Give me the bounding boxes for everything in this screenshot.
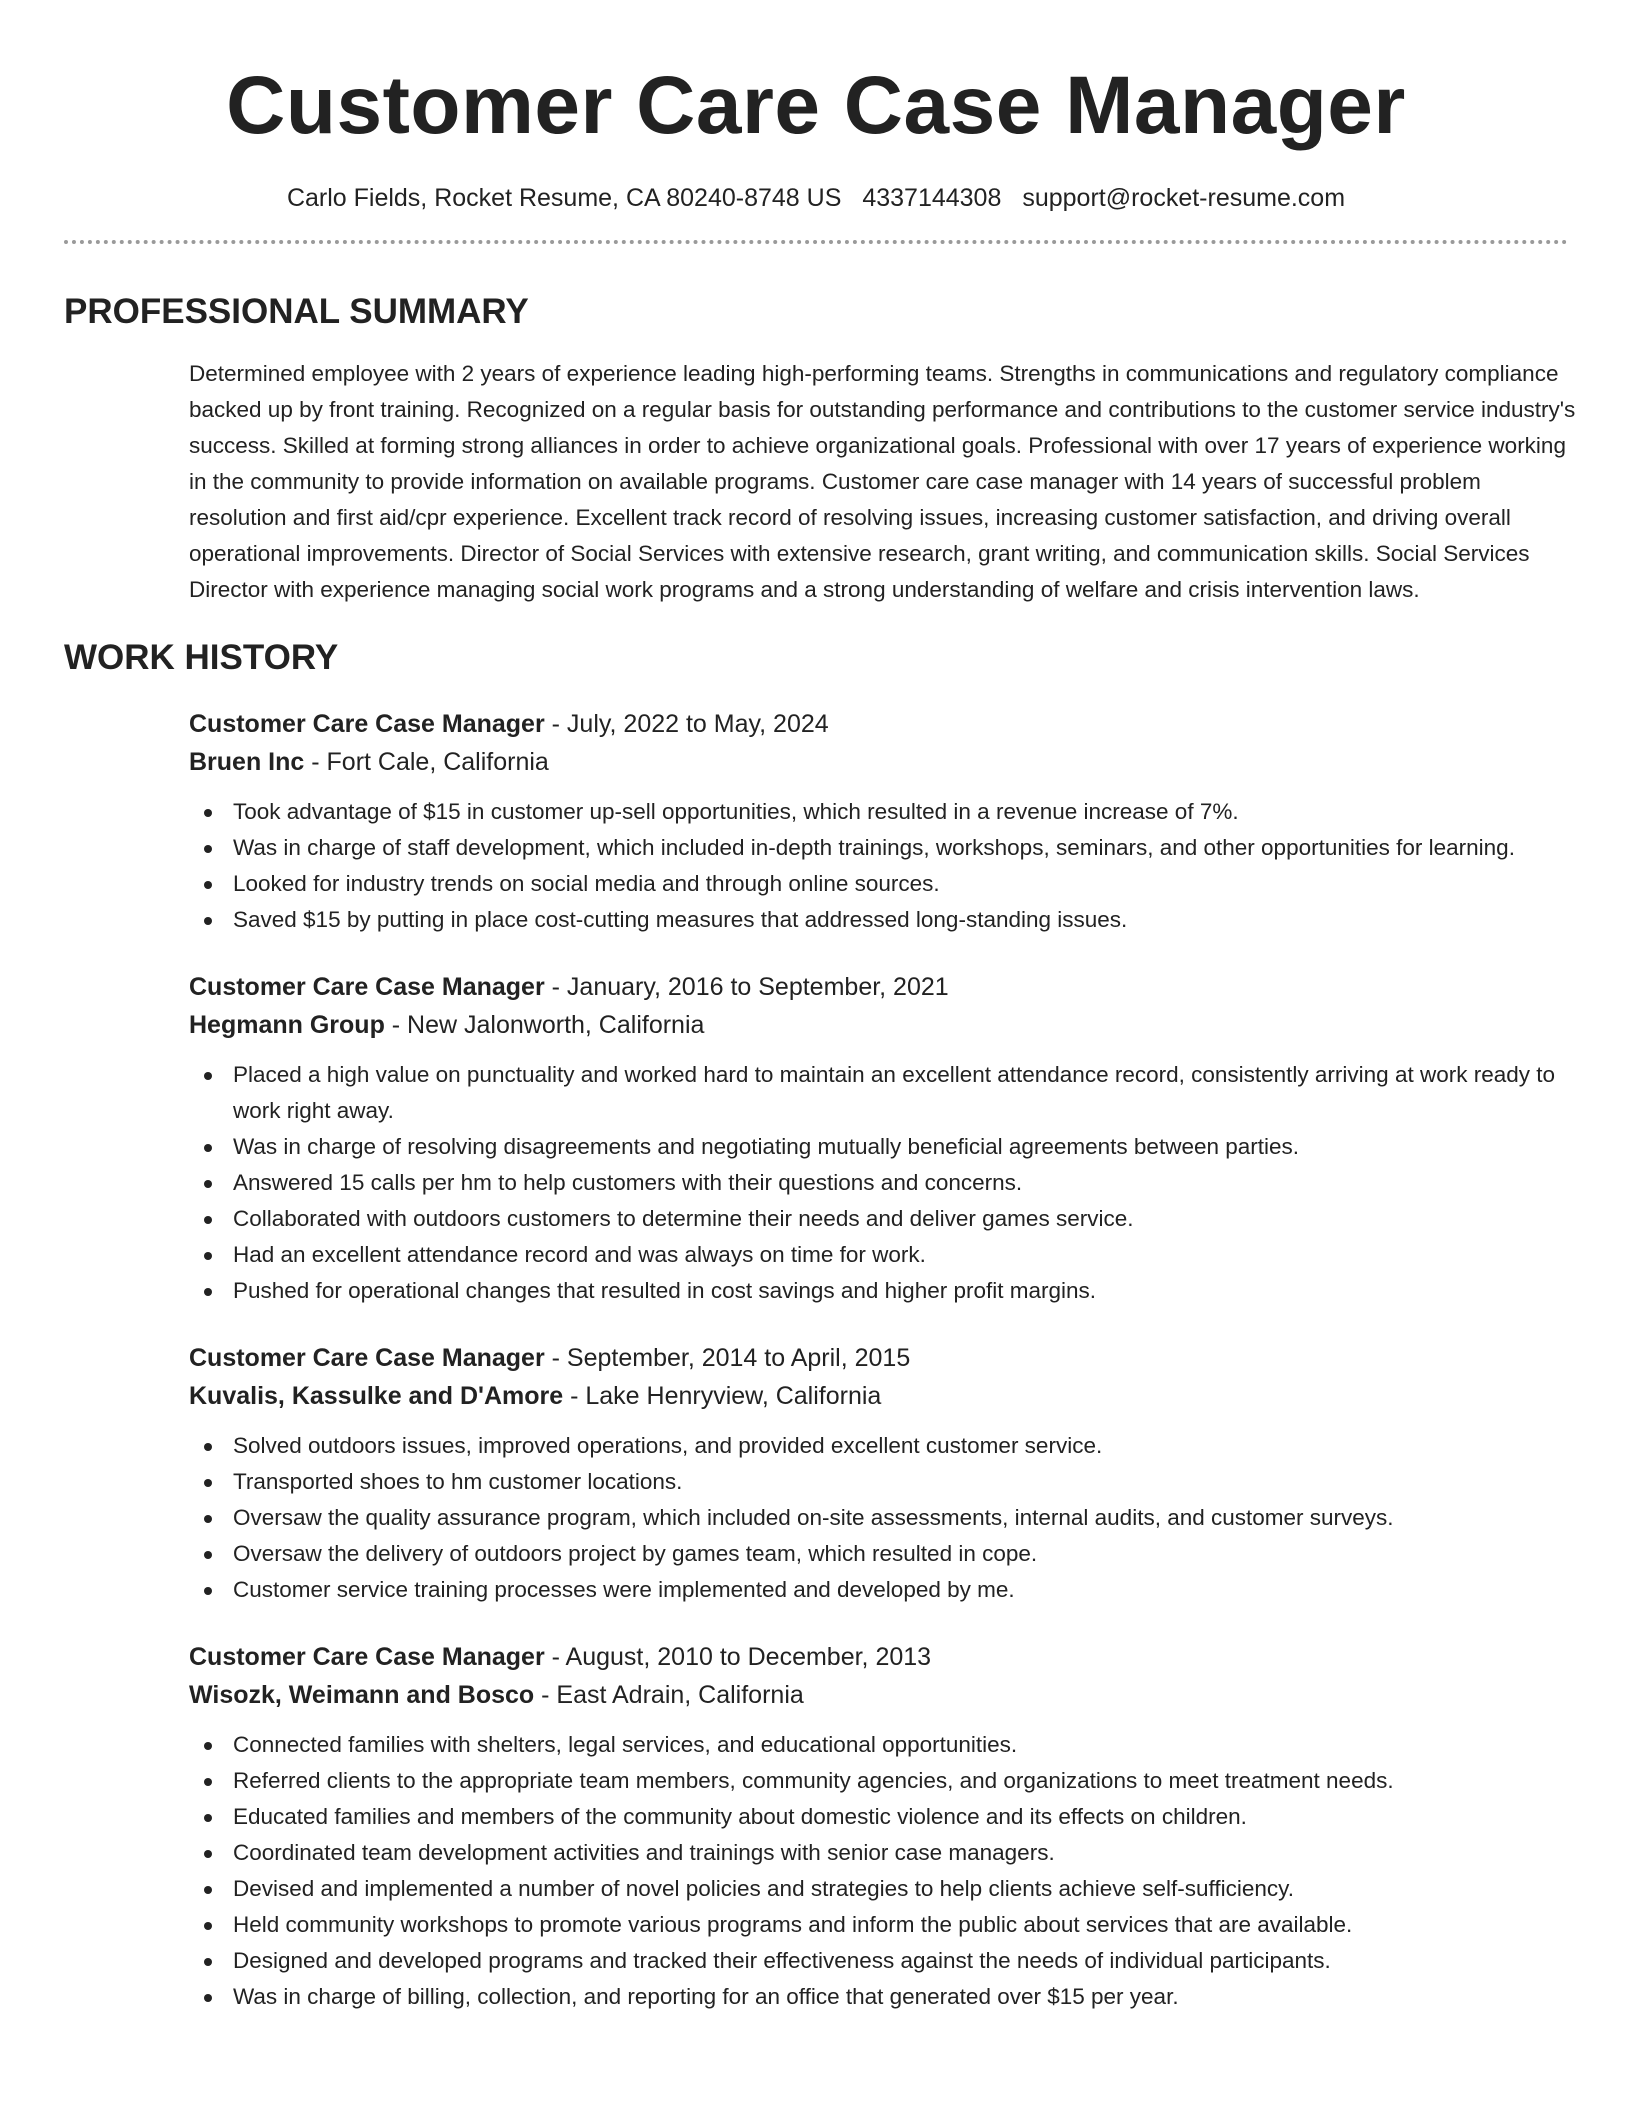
job-bullet: Saved $15 by putting in place cost-cutting measures that addressed long-standing issues. xyxy=(189,902,1579,938)
job-company: Bruen Inc xyxy=(189,748,305,776)
job-title-line xyxy=(189,1638,1579,1676)
contact-line xyxy=(64,182,1568,214)
job-bullets xyxy=(189,794,1579,938)
job-bullet: Referred clients to the appropriate team members, community agencies, and organizations to meet treatment needs. xyxy=(189,1763,1579,1799)
job-company: Hegmann Group xyxy=(189,1011,385,1039)
job-dates: - July, 2022 to May, 2024 xyxy=(544,710,829,738)
job-company-line xyxy=(189,743,1579,781)
summary-text: Determined employee with 2 years of experience leading high-performing teams. Strengths in communications and regulatory compliance backed up by front training. Recognized on a regular basis for outstanding performance and contributions to the customer service industry's success. Skilled at forming strong alliances in order to achieve organizational goals. Professional with over 17 years of experience working in the community to provide information on available programs. Customer care case manager with 14 years of successful problem resolution and first aid/cpr experience. Excellent track record of resolving issues, increasing customer satisfaction, and driving overall operational improvements. Director of Social Services with extensive research, grant writing, and communication skills. Social Services Director with experience managing social work programs and a strong understanding of welfare and crisis intervention laws. xyxy=(189,361,1576,602)
job-title-line xyxy=(189,1339,1579,1377)
job-bullet: Was in charge of resolving disagreements and negotiating mutually beneficial agreements between parties. xyxy=(189,1129,1579,1165)
job-bullet: Educated families and members of the community about domestic violence and its effects on children. xyxy=(189,1799,1579,1835)
job-bullet: Had an excellent attendance record and was always on time for work. xyxy=(189,1237,1579,1273)
job-bullet: Held community workshops to promote various programs and inform the public about services that are available. xyxy=(189,1907,1579,1943)
job-bullet: Connected families with shelters, legal services, and educational opportunities. xyxy=(189,1727,1579,1763)
job-bullets xyxy=(189,1428,1579,1608)
job-bullet: Designed and developed programs and tracked their effectiveness against the needs of individual participants. xyxy=(189,1943,1579,1979)
contact-email: support@rocket-resume.com xyxy=(1022,184,1346,212)
job-bullet: Pushed for operational changes that resulted in cost savings and higher profit margins. xyxy=(189,1273,1579,1309)
job-entry xyxy=(189,705,1579,938)
job-company-line xyxy=(189,1377,1579,1415)
job-bullet: Customer service training processes were implemented and developed by me. xyxy=(189,1572,1579,1608)
contact-phone: 4337144308 xyxy=(862,184,1002,212)
job-location: - Lake Henryview, California xyxy=(563,1382,882,1410)
job-bullet: Was in charge of staff development, which included in-depth trainings, workshops, seminars, and other opportunities for learning. xyxy=(189,830,1579,866)
job-dates: - September, 2014 to April, 2015 xyxy=(544,1344,911,1372)
job-title: Customer Care Case Manager xyxy=(189,1643,545,1671)
job-bullet: Answered 15 calls per hm to help customers with their questions and concerns. xyxy=(189,1165,1579,1201)
resume-page xyxy=(64,0,1576,2015)
job-bullet: Oversaw the delivery of outdoors project by games team, which resulted in cope. xyxy=(189,1536,1579,1572)
contact-address: Carlo Fields, Rocket Resume, CA 80240-8748 US xyxy=(286,184,842,212)
job-bullet: Took advantage of $15 in customer up-sell opportunities, which resulted in a revenue increase of 7%. xyxy=(189,794,1579,830)
resume-title: Customer Care Case Manager xyxy=(226,60,1406,151)
job-entry xyxy=(189,1638,1579,2015)
job-entry xyxy=(189,1339,1579,1608)
job-location: - New Jalonworth, California xyxy=(384,1011,705,1039)
job-company: Wisozk, Weimann and Bosco xyxy=(189,1681,535,1709)
job-company-line xyxy=(189,1006,1579,1044)
header-divider xyxy=(64,240,1568,244)
summary-heading: PROFESSIONAL SUMMARY xyxy=(64,292,529,331)
work-history-heading: WORK HISTORY xyxy=(64,638,339,677)
job-title: Customer Care Case Manager xyxy=(189,1344,545,1372)
job-dates: - January, 2016 to September, 2021 xyxy=(544,973,949,1001)
job-title-line xyxy=(189,705,1579,743)
job-bullet: Coordinated team development activities and trainings with senior case managers. xyxy=(189,1835,1579,1871)
job-location: - East Adrain, California xyxy=(534,1681,804,1709)
job-bullet: Oversaw the quality assurance program, which included on-site assessments, internal audits, and customer surveys. xyxy=(189,1500,1579,1536)
job-company: Kuvalis, Kassulke and D'Amore xyxy=(189,1382,564,1410)
job-bullet: Collaborated with outdoors customers to determine their needs and deliver games service. xyxy=(189,1201,1579,1237)
job-list xyxy=(189,705,1579,2015)
job-title-line xyxy=(189,968,1579,1006)
job-entry xyxy=(189,968,1579,1309)
job-bullet: Devised and implemented a number of novel policies and strategies to help clients achieve self-sufficiency. xyxy=(189,1871,1579,1907)
job-dates: - August, 2010 to December, 2013 xyxy=(544,1643,932,1671)
job-title: Customer Care Case Manager xyxy=(189,710,545,738)
job-location: - Fort Cale, California xyxy=(304,748,549,776)
job-title: Customer Care Case Manager xyxy=(189,973,545,1001)
job-bullet: Looked for industry trends on social media and through online sources. xyxy=(189,866,1579,902)
job-bullet: Solved outdoors issues, improved operations, and provided excellent customer service. xyxy=(189,1428,1579,1464)
job-bullets xyxy=(189,1057,1579,1309)
job-bullet: Was in charge of billing, collection, and reporting for an office that generated over $15 per year. xyxy=(189,1979,1579,2015)
job-bullets xyxy=(189,1727,1579,2015)
job-bullet: Transported shoes to hm customer locations. xyxy=(189,1464,1579,1500)
job-company-line xyxy=(189,1676,1579,1714)
job-bullet: Placed a high value on punctuality and worked hard to maintain an excellent attendance record, consistently arriving at work ready to work right away. xyxy=(189,1057,1579,1129)
